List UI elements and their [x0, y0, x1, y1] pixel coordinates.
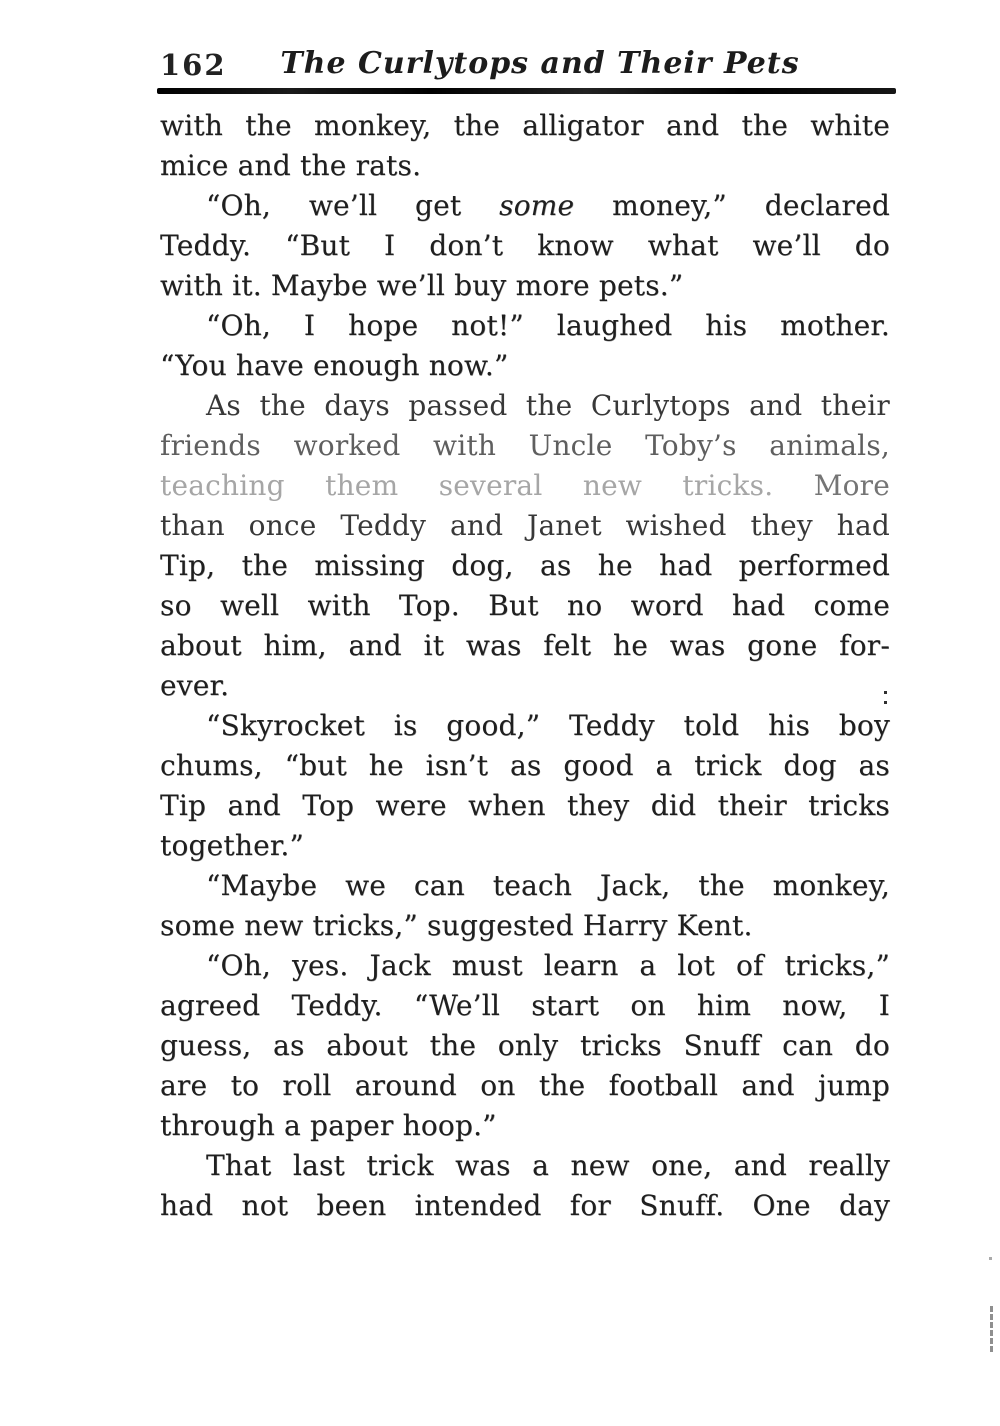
- scan-artifact-dot: [989, 1257, 992, 1260]
- page-number: 162: [160, 48, 227, 82]
- running-title: The Curlytops and Their Pets: [280, 46, 800, 81]
- text-line: mice and the rats.: [160, 149, 422, 182]
- text-line: with the monkey, the alligator and the white: [160, 109, 890, 142]
- text-line: are to roll around on the football and jump: [160, 1069, 890, 1102]
- page-header: [160, 46, 890, 88]
- text-segment: More: [813, 469, 890, 502]
- text-line: Tip, the missing dog, as he had performed: [160, 549, 890, 582]
- text-line: “Skyrocket is good,” Teddy told his boy: [206, 709, 890, 742]
- text-line: ever.: [160, 669, 230, 702]
- header-rule: [157, 88, 896, 94]
- paragraph: [160, 106, 890, 186]
- text-line: [160, 186, 890, 226]
- text-segment: “Oh, we’ll get: [206, 189, 500, 222]
- text-segment: money,” declared: [574, 189, 891, 222]
- text-line: That last trick was a new one, and really: [206, 1149, 890, 1182]
- emphasized-word: some: [499, 189, 575, 222]
- text-line: had not been intended for Snuff. One day: [160, 1189, 890, 1222]
- text-line: so well with Top. But no word had come: [160, 589, 890, 622]
- text-segment: teaching them several new tricks.: [160, 469, 814, 502]
- text-line: “Oh, I hope not!” laughed his mother.: [206, 309, 890, 342]
- paragraph: [160, 866, 890, 946]
- text-line: some new tricks,” suggested Harry Kent.: [160, 909, 753, 942]
- text-block: [160, 46, 890, 1226]
- paragraph: [160, 946, 890, 1146]
- paragraph: [160, 1146, 890, 1226]
- scan-artifact-specks: [884, 691, 887, 694]
- text-line: chums, “but he isn’t as good a trick dog as: [160, 749, 890, 782]
- paragraph: [160, 306, 890, 386]
- text-line: through a paper hoop.”: [160, 1109, 497, 1142]
- text-line: “Maybe we can teach Jack, the monkey,: [206, 869, 890, 902]
- text-line: [160, 466, 890, 506]
- text-line: guess, as about the only tricks Snuff can do: [160, 1029, 890, 1062]
- paragraph: [160, 186, 890, 306]
- text-line: agreed Teddy. “We’ll start on him now, I: [160, 989, 890, 1022]
- text-line: with it. Maybe we’ll buy more pets.”: [160, 269, 684, 302]
- text-line: “Oh, yes. Jack must learn a lot of tricks,”: [206, 949, 890, 982]
- text-line: than once Teddy and Janet wished they had: [160, 509, 890, 542]
- paragraph: [160, 386, 890, 706]
- paragraph: [160, 706, 890, 866]
- text-line: As the days passed the Curlytops and their: [206, 389, 890, 422]
- text-line: together.”: [160, 829, 304, 862]
- text-line: Teddy. “But I don’t know what we’ll do: [160, 229, 890, 262]
- text-line: friends worked with Uncle Toby’s animals,: [160, 429, 890, 462]
- text-line: Tip and Top were when they did their tricks: [160, 789, 890, 822]
- scan-artifact-dashed-edge: [990, 1306, 993, 1352]
- body-text: [160, 106, 890, 1226]
- text-line: “You have enough now.”: [160, 349, 509, 382]
- text-line: about him, and it was felt he was gone for-: [160, 629, 890, 662]
